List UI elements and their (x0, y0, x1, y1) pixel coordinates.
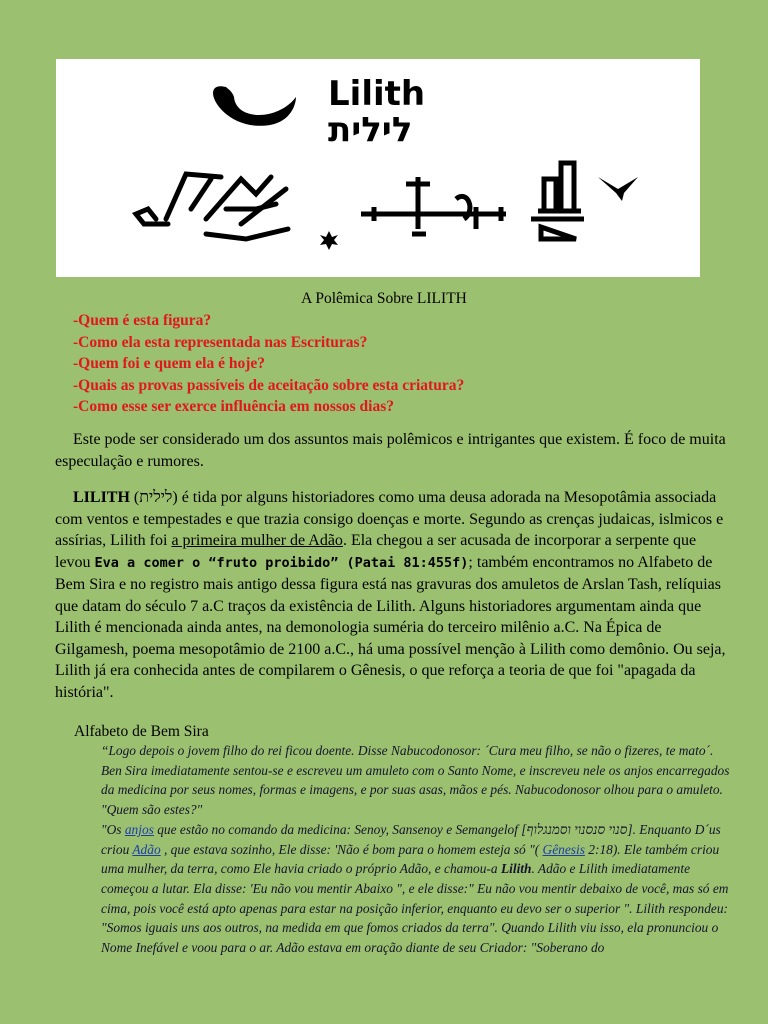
star-icon (320, 231, 338, 250)
quote-text: , que estava sozinho, Ele disse: 'Não é bom para o homem esteja só "( (160, 841, 543, 857)
question-item: -Como esse ser exerce influência em nossos dias? (73, 398, 395, 415)
quote-paragraph: “Logo depois o jovem filho do rei ficou doente. Disse Nabucodonosor: ´Cura meu filho, se não o fizeres, te mato´. Ben Sira imediatamente sentou-se e escreveu um amuleto com o Santo Nome, e inscreveu nele os anjos encarregados da medicina por seus nomes, formas e imagens, e por suas asas, mãos e pés. Nabucodonosor olhou para o amuleto. "Quem são estes?" (101, 743, 730, 818)
middle-sigil-icon (361, 177, 506, 234)
bird-icon (598, 177, 638, 201)
banner-title-latin: Lilith (328, 74, 426, 114)
question-list (73, 310, 464, 418)
lilith-sigils (56, 59, 700, 277)
paragraph-text: ; também encontramos no Alfabeto de Bem Sira e no registro mais antigo dessa figura está nas gravuras dos amuletos de Arslan Tash, relíquias que datam do século 7 a.C traços da existência de Lilith. Alguns historiadores argumentam ainda que Lilith é mencionada ainda antes, na demonologia suméria do terceiro milênio a.C. Na Épica de Gilgamesh, poema mesopotâmio de 2100 a.C., há uma possível menção à Lilith como demônio. Ou seja, Lilith já era conhecida antes de compilarem o Gênesis, o que reforça a teoria de que foi "apagada da história". (55, 553, 726, 701)
lilith-hebrew: (לילית) (129, 489, 182, 506)
quote-text: . Adão e Lilith imediatamente começou a lutar. Ela disse: 'Eu não vou mentir Abaixo ", e ele disse:" Eu não vou mentir debaixo de você, mas só em cima, pois você está apto apenas para estar na posição inferior, enquanto eu devo ser o superior ". Lilith respondeu: "Somos iguais uns aos outros, na medida em que fomos criados da terra". Quando Lilith viu isso, ela pronunciou o Nome Inefável e voou para o ar. Adão estava em oração diante de seu Criador: "Soberano do (101, 861, 729, 956)
lilith-banner-image (56, 59, 700, 277)
bold-reference: Eva a comer o “fruto proibido” (Patai 81:455f) (94, 554, 469, 571)
question-item: -Quais as provas passíveis de aceitação sobre esta criatura? (73, 376, 465, 394)
left-sigil-icon (136, 174, 288, 239)
banner-title-hebrew: לילית (328, 110, 413, 150)
intro-paragraph: Este pode ser considerado um dos assuntos mais polêmicos e intrigantes que existem. É foco de muita especulação e rumores. (55, 431, 726, 470)
ben-sira-quote (101, 741, 733, 958)
lilith-paragraph (55, 487, 735, 703)
quote-text: "Os (101, 821, 125, 837)
angels-link[interactable]: anjos (124, 821, 154, 837)
quote-text: 2:18). Ele também criou uma mulher, da terra, como Ele havia criado o próprio Adão, e chamou-a (101, 841, 720, 877)
question-item: -Quem foi e quem ela é hoje? (73, 355, 265, 372)
genesis-link[interactable]: Gênesis (542, 841, 585, 857)
paragraph-text: é tida por alguns historiadores como uma deusa adorada na Mesopotâmia associada com ventos e tempestades e que trazia consigo doenças e morte. Segundo as crenças judaicas, islmicos e assírias, Lilith foi (55, 489, 724, 549)
question-item: -Quem é esta figura? (73, 312, 212, 329)
crescent-moon-icon (213, 86, 296, 126)
lilith-name: LILITH (73, 489, 130, 506)
first-wife-link[interactable]: a primeira mulher de Adão (171, 532, 343, 549)
section-heading: Alfabeto de Bem Sira (74, 723, 209, 740)
quote-text: que estão no comando da medicina: Senoy, Sansenoy e Semangelof [סנוי סנסנוי וסמנגלוף]. Enquanto D´us criou (101, 821, 721, 857)
question-item: -Como ela esta representada nas Escrituras? (73, 333, 368, 351)
quote-paragraph (101, 820, 733, 958)
lilith-bold: Lilith (500, 861, 532, 877)
adam-link[interactable]: Adão (132, 841, 161, 857)
page-title: A Polêmica Sobre LILITH (301, 290, 467, 307)
right-sigil-icon (531, 163, 584, 239)
paragraph-text: . Ela chegou a ser acusada de incorporar a serpente que levou (55, 532, 697, 571)
